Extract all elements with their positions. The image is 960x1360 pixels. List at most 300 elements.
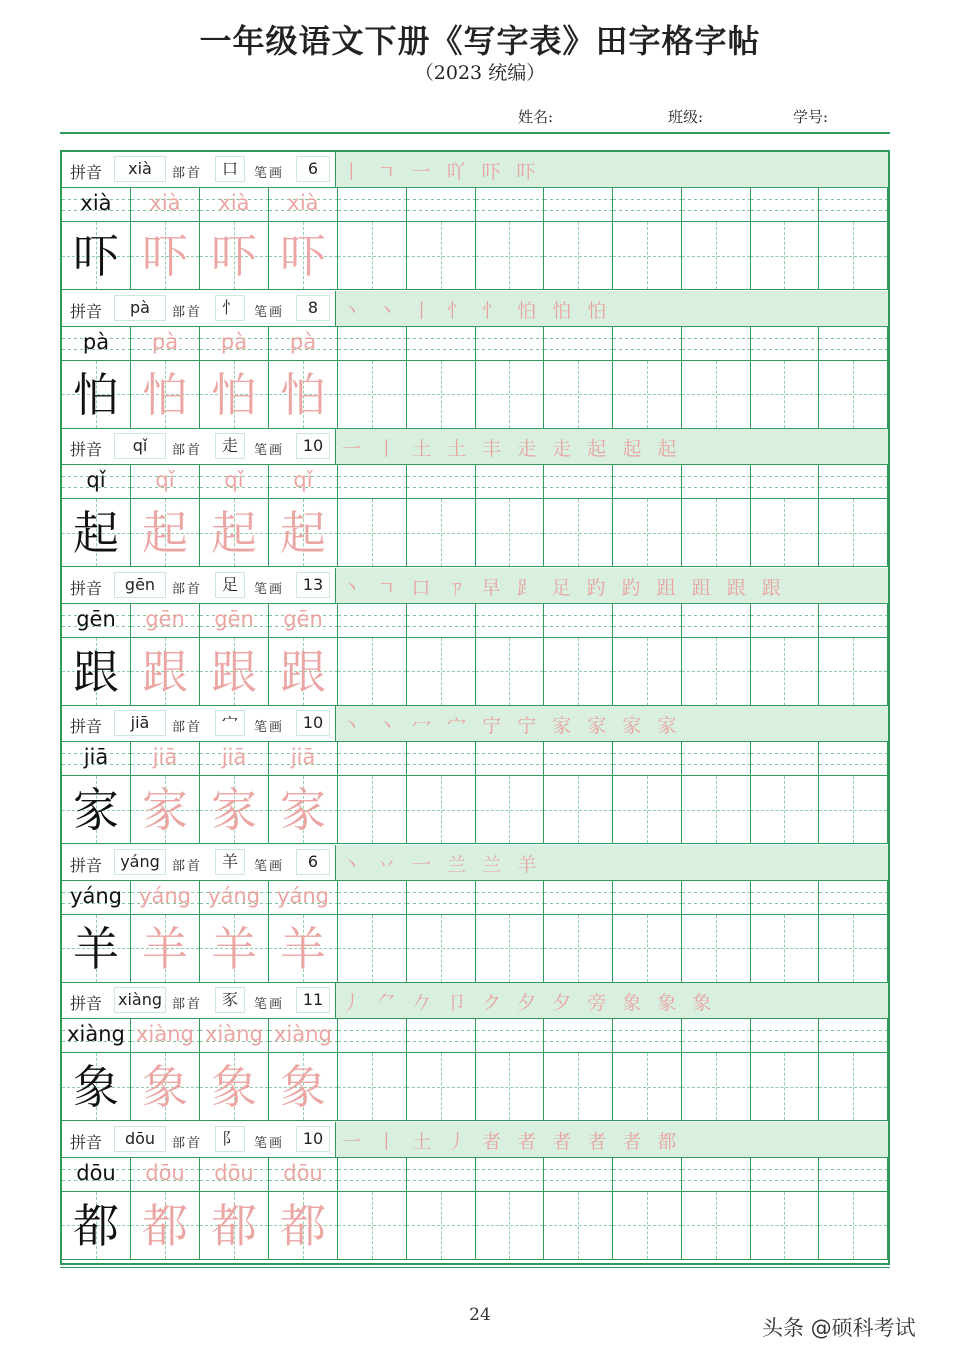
- tianzige-row: [62, 915, 888, 983]
- page-subtitle: （2023 统编）: [414, 62, 546, 84]
- hanzi-trace: 吓: [211, 229, 257, 283]
- tianzige-cell: [819, 776, 888, 844]
- tianzige-cell: [682, 915, 751, 983]
- pinyin-cell: [407, 604, 476, 638]
- pinyin-cell: [751, 188, 820, 222]
- tianzige-cell: [613, 1192, 682, 1260]
- pinyin-cell: [613, 1158, 682, 1192]
- sheet-bottom-rule: [60, 1267, 890, 1268]
- pinyin-cell: [544, 1158, 613, 1192]
- tianzige-cell: [544, 222, 613, 290]
- hanzi-model: 都: [73, 1198, 119, 1253]
- tianzige-cell: [819, 1053, 888, 1121]
- tianzige-cell: [131, 915, 200, 983]
- pinyin-cell: [682, 604, 751, 638]
- hanzi-model: 怕: [73, 367, 119, 422]
- pinyin-cell: [338, 465, 407, 499]
- hanzi-trace: 家: [142, 783, 188, 837]
- tianzige-cell: [200, 499, 269, 567]
- tianzige-cell: [407, 638, 476, 706]
- radical-value: 阝: [215, 1126, 245, 1152]
- pinyin-cell: [407, 465, 476, 499]
- character-header: [62, 1122, 888, 1158]
- tianzige-cell: [544, 915, 613, 983]
- tianzige-cell: [269, 776, 338, 844]
- pinyin-cell: [613, 188, 682, 222]
- pinyin-value: jiā: [114, 710, 166, 736]
- tianzige-cell: [131, 1053, 200, 1121]
- tianzige-cell: [613, 361, 682, 429]
- tianzige-cell: [476, 1192, 545, 1260]
- character-header: [62, 706, 888, 742]
- character-block: [62, 1122, 888, 1260]
- pinyin-cell: [200, 881, 269, 915]
- tianzige-cell: [819, 915, 888, 983]
- pinyin-cell: [338, 1019, 407, 1053]
- pinyin-cell: [200, 465, 269, 499]
- pinyin-model: xiàng: [67, 1022, 125, 1046]
- tianzige-cell: [476, 1053, 545, 1121]
- tianzige-row: [62, 222, 888, 290]
- hanzi-trace: 起: [280, 506, 326, 560]
- tianzige-cell: [682, 776, 751, 844]
- hanzi-trace: 都: [211, 1198, 257, 1253]
- stroke-order: 丶 丷 一 兰 兰 羊: [342, 853, 542, 876]
- tianzige-cell: [613, 915, 682, 983]
- pinyin-label: 拼音: [70, 163, 103, 182]
- tianzige-cell: [407, 776, 476, 844]
- pinyin-label: 拼音: [70, 717, 103, 736]
- tianzige-row: [62, 1192, 888, 1260]
- stroke-order: 丨 ㄱ 一 吖 吓 吓: [342, 161, 541, 183]
- tianzige-cell: [62, 222, 131, 290]
- pinyin-value: dōu: [114, 1126, 166, 1152]
- tianzige-cell: [200, 638, 269, 706]
- hanzi-trace: 都: [142, 1198, 188, 1253]
- character-block: [62, 568, 888, 706]
- tianzige-cell: [476, 915, 545, 983]
- pinyin-value: yáng: [114, 849, 166, 875]
- tianzige-cell: [62, 638, 131, 706]
- tianzige-cell: [476, 638, 545, 706]
- tianzige-cell: [407, 499, 476, 567]
- pinyin-cell: [131, 465, 200, 499]
- page-number: 24: [469, 1305, 491, 1325]
- pinyin-cell: [338, 604, 407, 638]
- character-info: [62, 291, 336, 326]
- hanzi-trace: 怕: [142, 367, 188, 422]
- pinyin-trace: dōu: [145, 1160, 185, 1185]
- pinyin-cell: [338, 742, 407, 776]
- radical-value: 忄: [215, 295, 245, 321]
- character-info: [62, 152, 336, 187]
- pinyin-cell: [338, 881, 407, 915]
- pinyin-cell: [131, 1019, 200, 1053]
- tianzige-cell: [751, 361, 820, 429]
- tianzige-cell: [62, 361, 131, 429]
- tianzige-cell: [269, 1192, 338, 1260]
- pinyin-model: jiā: [83, 745, 109, 769]
- tianzige-cell: [269, 222, 338, 290]
- tianzige-cell: [338, 1053, 407, 1121]
- pinyin-cell: [544, 327, 613, 361]
- pinyin-cell: [131, 742, 200, 776]
- strokes-label: 笔画: [254, 1135, 285, 1151]
- pinyin-cell: [407, 327, 476, 361]
- character-header: [62, 152, 888, 188]
- tianzige-cell: [819, 638, 888, 706]
- pinyin-cell: [131, 881, 200, 915]
- character-header: [62, 845, 888, 881]
- pinyin-cell: [476, 604, 545, 638]
- strokes-label: 笔画: [254, 581, 285, 597]
- radical-value: 足: [215, 572, 245, 598]
- pinyin-cell: [682, 327, 751, 361]
- tianzige-cell: [819, 1192, 888, 1260]
- stroke-count: 11: [296, 987, 330, 1013]
- pinyin-trace: yáng: [277, 883, 329, 908]
- character-block: [62, 152, 888, 290]
- class-label: 班级:: [668, 108, 704, 126]
- pinyin-cell: [682, 881, 751, 915]
- pinyin-trace: gēn: [214, 606, 254, 631]
- pinyin-cell: [544, 188, 613, 222]
- pinyin-trace: dōu: [283, 1160, 323, 1185]
- tianzige-cell: [613, 638, 682, 706]
- hanzi-model: 吓: [73, 229, 119, 283]
- hanzi-trace: 象: [211, 1060, 257, 1114]
- pinyin-cell: [476, 465, 545, 499]
- pinyin-value: xià: [114, 156, 166, 182]
- pinyin-cell: [682, 465, 751, 499]
- pinyin-cell: [200, 188, 269, 222]
- tianzige-cell: [544, 361, 613, 429]
- stroke-order-strip: [336, 568, 888, 603]
- pinyin-cell: [613, 327, 682, 361]
- character-info: [62, 568, 336, 603]
- pinyin-model: xià: [80, 191, 112, 215]
- pinyin-trace: xià: [149, 191, 181, 215]
- hanzi-trace: 羊: [280, 921, 326, 976]
- radical-label: 部首: [172, 858, 203, 874]
- tianzige-cell: [338, 361, 407, 429]
- hanzi-trace: 羊: [142, 921, 188, 976]
- tianzige-cell: [200, 1053, 269, 1121]
- pinyin-trace: xià: [287, 191, 319, 215]
- tianzige-cell: [62, 776, 131, 844]
- pinyin-cell: [269, 1019, 338, 1053]
- pinyin-row: [62, 1158, 888, 1192]
- pinyin-trace: qǐ: [293, 468, 313, 492]
- character-block: [62, 983, 888, 1121]
- tianzige-cell: [544, 499, 613, 567]
- pinyin-trace: jiā: [152, 745, 178, 769]
- tianzige-cell: [407, 1192, 476, 1260]
- tianzige-cell: [751, 222, 820, 290]
- hanzi-trace: 跟: [280, 644, 326, 699]
- pinyin-cell: [476, 1158, 545, 1192]
- tianzige-cell: [200, 361, 269, 429]
- pinyin-cell: [407, 1158, 476, 1192]
- stroke-order-strip: [336, 845, 888, 880]
- tianzige-row: [62, 1053, 888, 1121]
- pinyin-cell: [131, 188, 200, 222]
- tianzige-cell: [544, 776, 613, 844]
- stroke-order-strip: [336, 429, 888, 464]
- tianzige-cell: [131, 1192, 200, 1260]
- stroke-count: 10: [296, 433, 330, 459]
- hanzi-trace: 起: [211, 506, 257, 560]
- character-block: [62, 706, 888, 844]
- tianzige-cell: [131, 222, 200, 290]
- pinyin-cell: [819, 604, 888, 638]
- character-info: [62, 983, 336, 1018]
- pinyin-trace: xiàng: [205, 1022, 263, 1046]
- pinyin-cell: [131, 327, 200, 361]
- pinyin-trace: dōu: [214, 1160, 254, 1185]
- tianzige-cell: [62, 1053, 131, 1121]
- pinyin-cell: [751, 465, 820, 499]
- pinyin-cell: [200, 604, 269, 638]
- pinyin-label: 拼音: [70, 301, 103, 321]
- character-info: [62, 429, 336, 464]
- pinyin-trace: xiàng: [274, 1022, 332, 1046]
- hanzi-trace: 象: [280, 1060, 326, 1114]
- pinyin-value: pà: [114, 295, 166, 321]
- pinyin-row: [62, 604, 888, 638]
- hanzi-model: 跟: [73, 644, 119, 699]
- radical-label: 部首: [172, 581, 203, 597]
- tianzige-cell: [819, 499, 888, 567]
- pinyin-cell: [613, 742, 682, 776]
- tianzige-cell: [682, 222, 751, 290]
- pinyin-cell: [269, 742, 338, 776]
- stroke-order: 一 丨 土 丿 者 者 者 者 者 都: [342, 1130, 682, 1153]
- stroke-order-strip: [336, 706, 888, 741]
- tianzige-cell: [338, 1192, 407, 1260]
- pinyin-cell: [338, 188, 407, 222]
- character-block: [62, 845, 888, 983]
- hanzi-trace: 都: [280, 1198, 326, 1253]
- pinyin-trace: jiā: [290, 745, 316, 769]
- pinyin-cell: [269, 604, 338, 638]
- tianzige-cell: [751, 499, 820, 567]
- pinyin-cell: [751, 1019, 820, 1053]
- pinyin-cell: [544, 881, 613, 915]
- pinyin-cell: [200, 742, 269, 776]
- pinyin-label: 拼音: [70, 994, 103, 1013]
- tianzige-cell: [200, 915, 269, 983]
- character-header: [62, 429, 888, 465]
- radical-value: 豕: [215, 987, 245, 1013]
- tianzige-cell: [269, 915, 338, 983]
- pinyin-trace: xiàng: [136, 1022, 194, 1046]
- pinyin-cell: [62, 1019, 131, 1053]
- tianzige-cell: [131, 638, 200, 706]
- pinyin-cell: [62, 881, 131, 915]
- hanzi-model: 羊: [73, 921, 119, 976]
- tianzige-cell: [338, 638, 407, 706]
- tianzige-cell: [682, 1053, 751, 1121]
- pinyin-trace: pà: [289, 329, 317, 354]
- pinyin-trace: xià: [218, 191, 250, 215]
- pinyin-model: gēn: [76, 606, 116, 631]
- tianzige-cell: [682, 499, 751, 567]
- tianzige-cell: [62, 1192, 131, 1260]
- radical-label: 部首: [172, 443, 203, 458]
- pinyin-model: dōu: [76, 1160, 116, 1185]
- hanzi-trace: 吓: [280, 229, 326, 283]
- strokes-label: 笔画: [254, 997, 285, 1012]
- character-header: [62, 568, 888, 604]
- tianzige-cell: [476, 361, 545, 429]
- pinyin-trace: yáng: [208, 883, 260, 908]
- tianzige-cell: [407, 915, 476, 983]
- pinyin-model: yáng: [70, 883, 122, 908]
- tianzige-cell: [338, 499, 407, 567]
- hanzi-trace: 跟: [211, 644, 257, 699]
- tianzige-cell: [613, 1053, 682, 1121]
- pinyin-cell: [819, 188, 888, 222]
- stroke-order: 一 丨 土 土 丰 走 走 起 起 起: [342, 438, 682, 460]
- pinyin-cell: [200, 327, 269, 361]
- pinyin-cell: [338, 327, 407, 361]
- stroke-order-strip: [336, 983, 888, 1018]
- tianzige-cell: [544, 1192, 613, 1260]
- tianzige-cell: [476, 222, 545, 290]
- pinyin-cell: [613, 1019, 682, 1053]
- pinyin-cell: [613, 465, 682, 499]
- pinyin-cell: [476, 742, 545, 776]
- pinyin-cell: [819, 1158, 888, 1192]
- tianzige-cell: [751, 1192, 820, 1260]
- pinyin-row: [62, 188, 888, 222]
- pinyin-cell: [62, 188, 131, 222]
- tianzige-cell: [407, 361, 476, 429]
- pinyin-cell: [819, 465, 888, 499]
- pinyin-trace: qǐ: [155, 468, 175, 492]
- pinyin-cell: [407, 742, 476, 776]
- pinyin-model: qǐ: [86, 468, 106, 492]
- tianzige-cell: [407, 222, 476, 290]
- pinyin-value: gēn: [114, 572, 166, 598]
- tianzige-cell: [269, 361, 338, 429]
- hanzi-trace: 怕: [280, 367, 326, 422]
- radical-value: 羊: [215, 849, 245, 875]
- strokes-label: 笔画: [254, 304, 285, 320]
- pinyin-cell: [338, 1158, 407, 1192]
- tianzige-cell: [819, 361, 888, 429]
- tianzige-cell: [613, 499, 682, 567]
- pinyin-row: [62, 465, 888, 499]
- hanzi-model: 家: [73, 783, 119, 837]
- character-info: [62, 845, 336, 880]
- pinyin-cell: [476, 881, 545, 915]
- pinyin-trace: jiā: [221, 745, 247, 769]
- stroke-count: 6: [296, 156, 330, 182]
- pinyin-cell: [62, 327, 131, 361]
- tianzige-cell: [682, 1192, 751, 1260]
- pinyin-cell: [544, 1019, 613, 1053]
- pinyin-cell: [62, 465, 131, 499]
- tianzige-cell: [819, 222, 888, 290]
- pinyin-cell: [407, 881, 476, 915]
- tianzige-cell: [62, 915, 131, 983]
- pinyin-row: [62, 327, 888, 361]
- pinyin-cell: [613, 604, 682, 638]
- pinyin-cell: [476, 1019, 545, 1053]
- stroke-order-strip: [336, 291, 888, 326]
- radical-label: 部首: [172, 166, 203, 181]
- tianzige-cell: [131, 499, 200, 567]
- tianzige-cell: [751, 915, 820, 983]
- strokes-label: 笔画: [254, 443, 285, 458]
- pinyin-trace: gēn: [283, 606, 323, 631]
- hanzi-trace: 吓: [142, 229, 188, 283]
- pinyin-cell: [751, 881, 820, 915]
- pinyin-cell: [751, 1158, 820, 1192]
- tianzige-row: [62, 776, 888, 844]
- hanzi-trace: 家: [280, 783, 326, 837]
- pinyin-trace: pà: [220, 329, 248, 354]
- tianzige-row: [62, 499, 888, 567]
- tianzige-cell: [751, 638, 820, 706]
- pinyin-cell: [682, 1158, 751, 1192]
- stroke-count: 6: [296, 849, 330, 875]
- tianzige-cell: [476, 499, 545, 567]
- radical-label: 部首: [172, 720, 203, 735]
- pinyin-cell: [269, 327, 338, 361]
- pinyin-trace: gēn: [145, 606, 185, 631]
- tianzige-cell: [200, 222, 269, 290]
- practice-sheet: [60, 150, 890, 1265]
- stroke-order: 丶 丶 冖 宀 宁 宁 家 家 家 家: [342, 715, 682, 737]
- pinyin-cell: [682, 188, 751, 222]
- pinyin-cell: [407, 188, 476, 222]
- radical-label: 部首: [172, 997, 203, 1012]
- pinyin-cell: [751, 327, 820, 361]
- tianzige-cell: [544, 638, 613, 706]
- hanzi-model: 象: [73, 1060, 119, 1114]
- hanzi-trace: 起: [142, 506, 188, 560]
- tianzige-cell: [613, 776, 682, 844]
- tianzige-row: [62, 638, 888, 706]
- character-block: [62, 429, 888, 567]
- pinyin-cell: [407, 1019, 476, 1053]
- tianzige-cell: [62, 499, 131, 567]
- pinyin-cell: [544, 742, 613, 776]
- tianzige-row: [62, 361, 888, 429]
- tianzige-cell: [269, 499, 338, 567]
- pinyin-cell: [269, 1158, 338, 1192]
- pinyin-trace: qǐ: [224, 468, 244, 492]
- pinyin-row: [62, 1019, 888, 1053]
- pinyin-cell: [476, 327, 545, 361]
- tianzige-cell: [682, 361, 751, 429]
- pinyin-cell: [131, 604, 200, 638]
- tianzige-cell: [338, 222, 407, 290]
- pinyin-cell: [200, 1158, 269, 1192]
- pinyin-trace: yáng: [139, 883, 191, 908]
- strokes-label: 笔画: [254, 720, 285, 735]
- pinyin-label: 拼音: [70, 855, 103, 875]
- radical-label: 部首: [172, 304, 203, 320]
- tianzige-cell: [200, 1192, 269, 1260]
- character-header: [62, 983, 888, 1019]
- tianzige-cell: [751, 776, 820, 844]
- radical-value: 宀: [215, 710, 245, 736]
- stroke-count: 10: [296, 1126, 330, 1152]
